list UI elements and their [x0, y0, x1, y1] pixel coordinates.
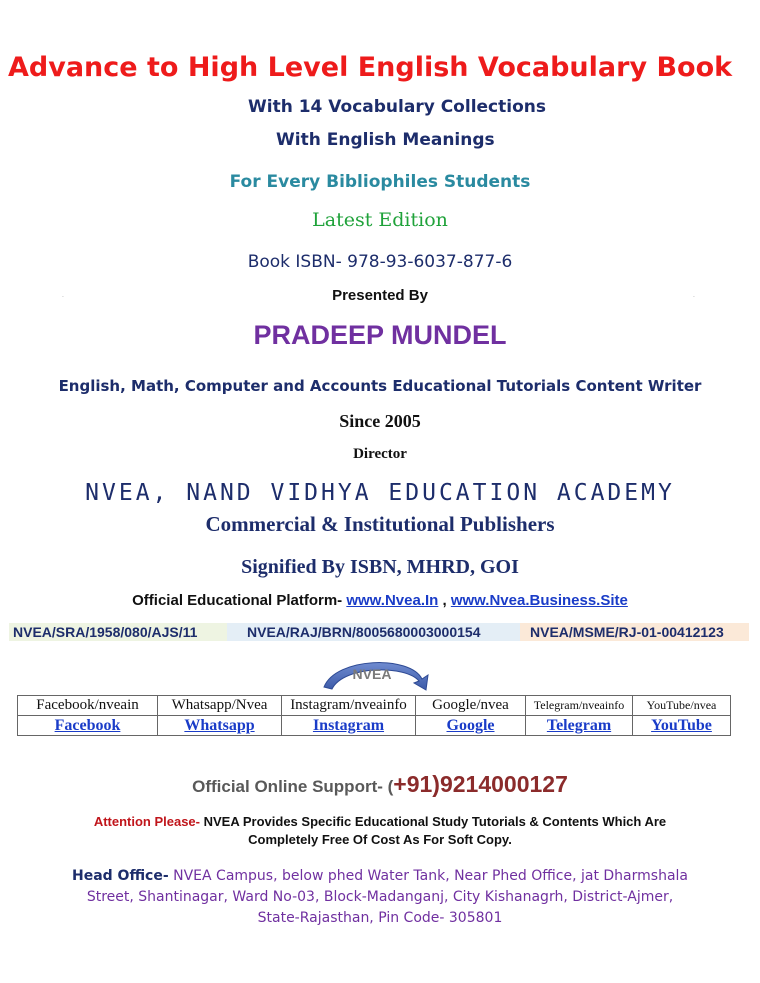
director-label: Director	[353, 446, 407, 462]
links-row	[18, 716, 731, 736]
author-role: English, Math, Computer and Accounts Educational Tutorials Content Writer	[58, 377, 702, 395]
attention-label: Attention Please-	[93, 814, 200, 829]
nvea-in-link[interactable]: www.Nvea.In	[346, 592, 439, 609]
author-name: PRADEEP MUNDEL	[253, 320, 507, 350]
nvea-business-site-link[interactable]: www.Nvea.Business.Site	[450, 592, 628, 609]
whatsapp-handle: Whatsapp/Nvea	[158, 696, 282, 716]
youtube-link[interactable]: YouTube	[633, 716, 731, 736]
tagline: For Every Bibliophiles Students	[229, 172, 531, 192]
attention-line-2: Completely Free Of Cost As For Soft Copy.	[248, 832, 512, 847]
platform-label: Official Educational Platform-	[132, 592, 343, 609]
social-media-table	[17, 695, 731, 736]
book-title: Advance to High Level English Vocabulary Book	[8, 52, 733, 83]
instagram-handle: Instagram/nveainfo	[282, 696, 416, 716]
office-line-1: NVEA Campus, below phed Water Tank, Near Phed Office, jat Dharmshala	[173, 868, 688, 884]
facebook-handle: Facebook/nveain	[18, 696, 158, 716]
attention-notice	[0, 813, 760, 849]
academy-name: NVEA, NAND VIDHYA EDUCATION ACADEMY	[85, 480, 675, 506]
registration-msme: NVEA/MSME/RJ-01-00412123	[520, 623, 749, 641]
office-line-2: Street, Shantinagar, Ward No-03, Block-Madanganj, City Kishanagrh, District-Ajmer,	[86, 889, 674, 905]
google-link[interactable]: Google	[416, 716, 526, 736]
support-label: Official Online Support- (	[192, 777, 394, 796]
support-phone: +91)9214000127	[393, 771, 568, 797]
presented-by-label: Presented By	[332, 287, 428, 304]
arrow-label: NVEA	[352, 666, 392, 682]
since-label: Since 2005	[339, 411, 421, 431]
instagram-link[interactable]: Instagram	[282, 716, 416, 736]
edition-label: Latest Edition	[312, 209, 448, 231]
office-line-3: State-Rajasthan, Pin Code- 305801	[257, 910, 503, 926]
signified-label: Signified By ISBN, MHRD, GOI	[241, 556, 519, 578]
registration-bar	[9, 623, 749, 641]
head-office-address	[0, 866, 760, 929]
whatsapp-link[interactable]: Whatsapp	[158, 716, 282, 736]
facebook-link[interactable]: Facebook	[18, 716, 158, 736]
attention-line-1: NVEA Provides Specific Educational Study Tutorials & Contents Which Are	[203, 814, 667, 829]
subtitle-line-2: With English Meanings	[276, 130, 495, 150]
google-handle: Google/nvea	[416, 696, 526, 716]
telegram-link[interactable]: Telegram	[526, 716, 633, 736]
youtube-handle: YouTube/nvea	[633, 696, 731, 716]
online-support	[0, 771, 760, 798]
publishers-label: Commercial & Institutional Publishers	[205, 512, 555, 536]
handles-row	[18, 696, 731, 716]
subtitle-line-1: With 14 Vocabulary Collections	[248, 97, 546, 117]
registration-brn: NVEA/RAJ/BRN/8005680003000154	[227, 623, 520, 641]
link-separator: ,	[442, 592, 447, 609]
office-label: Head Office-	[71, 868, 169, 884]
official-platform	[0, 592, 760, 609]
divider-dot: ·	[693, 294, 695, 301]
registration-sra: NVEA/SRA/1958/080/AJS/11	[9, 623, 227, 641]
curved-arrow-icon	[318, 655, 436, 691]
isbn-label: Book ISBN- 978-93-6037-877-6	[247, 252, 513, 272]
divider-dot: ·	[62, 294, 64, 301]
telegram-handle: Telegram/nveainfo	[526, 696, 633, 716]
